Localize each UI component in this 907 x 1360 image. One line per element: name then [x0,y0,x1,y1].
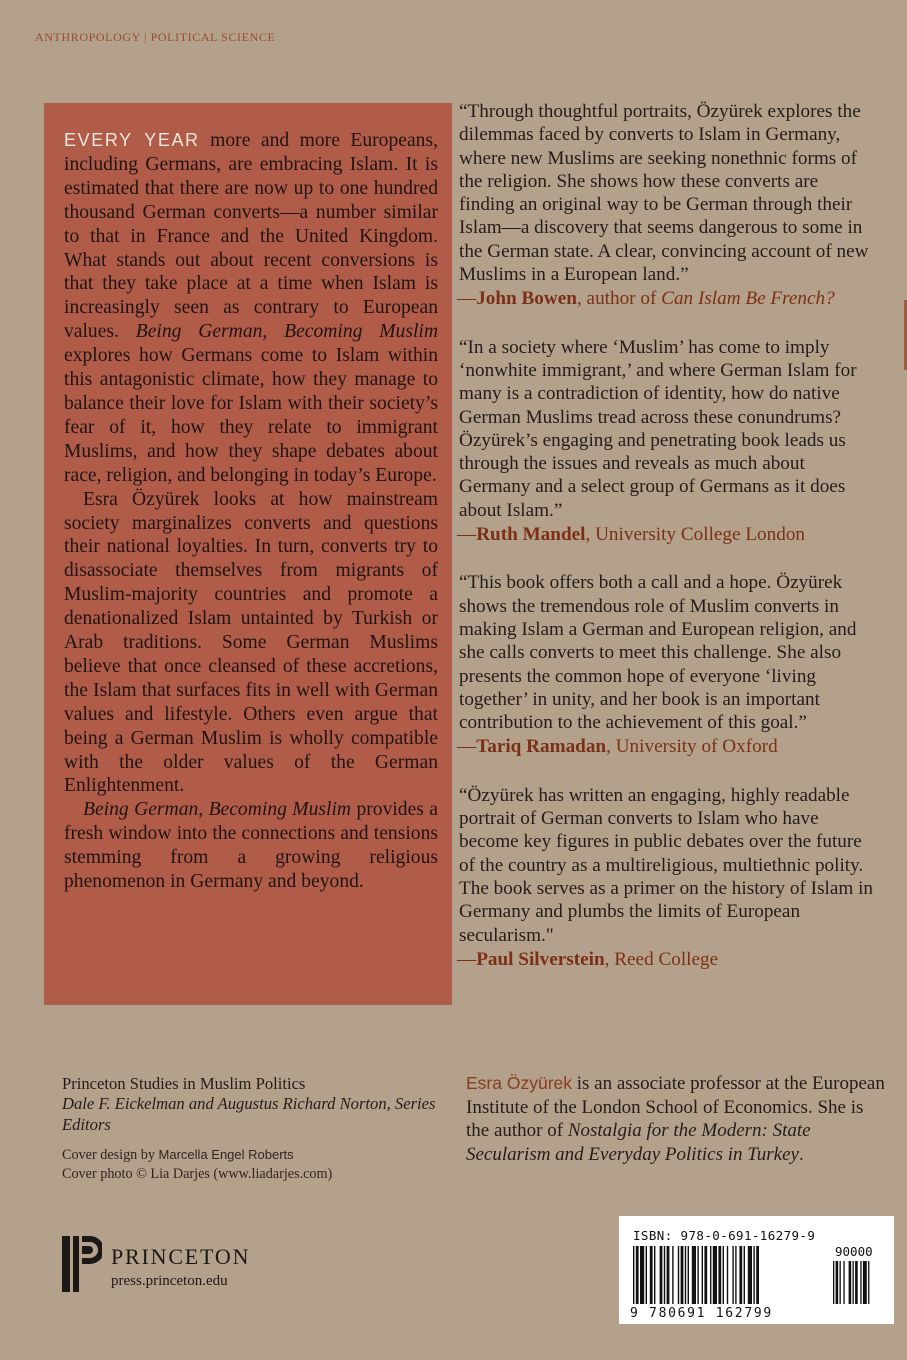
endorser-name: Tariq Ramadan [476,736,607,758]
lead-in: EVERY YEAR [64,130,200,150]
endorsements [457,100,877,996]
endorser-affiliation: , University College London [585,524,806,546]
description-text-1a: more and more Europeans, including Germans, are embracing Islam. It is estimated that there are now up to one hundred thousand German converts—a number similar to that in France and the United Kingdom. What stands out about recent conversions is that they take place at a time when Islam is increasingly seen as contrary to European values. [64,130,438,343]
author-bio [466,1072,886,1166]
ean-digits: 9 780691 162799 [630,1306,773,1321]
endorsement [457,571,877,758]
attribution-dash: — [457,524,477,546]
author-bio-text-b: . [798,1143,804,1165]
attribution-dash: — [457,736,477,758]
author-book-title: Nostalgia for the Modern: State Secularism and Everyday Politics in Turkey [466,1120,811,1165]
princeton-p-logo-icon [62,1236,102,1292]
description-panel [44,103,452,1005]
book-title-inline: Being German, Becoming Muslim [135,321,438,343]
endorser-affiliation: , Reed College [604,948,719,970]
endorsement-attribution [457,948,877,971]
author-name: Esra Özyürek [466,1073,572,1093]
endorser-name: Paul Silverstein [476,948,605,970]
endorsement-attribution [457,523,877,546]
endorser-affiliation: , author of [576,288,662,310]
cover-credits [62,1146,332,1183]
endorsement [457,336,877,547]
endorsement [457,784,877,971]
endorsement [457,100,877,311]
publisher-name: PRINCETON [111,1244,251,1269]
isbn-number: ISBN: 978-0-691-16279-9 [633,1228,816,1243]
price-code: 90000 [835,1244,873,1259]
endorsement-text: “In a society where ‘Muslim’ has come to imply ‘nonwhite immigrant,’ and where German Islam for many is a contradiction of identity, how do native German Muslims tread across these conundrums? Özyürek’s engaging and penetrating book leads us through the issues and reveals as much about Germany and a select group of Germans as it does about Islam.” [459,336,857,521]
attribution-dash: — [457,948,477,970]
book-title-inline: Being German, Becoming Muslim [83,799,352,821]
endorser-book: Can Islam Be French? [661,288,835,310]
publisher-url[interactable]: press.princeton.edu [111,1273,228,1289]
endorser-name: John Bowen [476,288,577,310]
endorser-name: Ruth Mandel [476,524,586,546]
publisher-logo [62,1236,302,1296]
category-label: ANTHROPOLOGY | POLITICAL SCIENCE [35,30,276,44]
description-paragraph-2: Esra Özyürek looks at how mainstream society marginalizes converts and questions their national loyalties. In turn, converts try to disassociate themselves from migrants of Muslim-majority countries and promote a denationalized Islam untainted by Turkish or Arab traditions. Some German Muslims believe that once cleansed of these accretions, the Islam that surfaces fits in well with German values and lifestyle. Others even argue that being a German Muslim is wholly compatible with the older values of the German Enlightenment. [64,488,438,797]
description-text-3: provides a fresh window into the connections and tensions stemming from a growing religious phenomenon in Germany and beyond. [64,799,438,893]
endorsement-attribution [457,735,877,758]
designer-name: Marcella Engel Roberts [158,1147,294,1162]
description-paragraph-3 [64,798,438,894]
author-bio-text-a: is an associate professor at the European Institute of the London School of Economics. She is the author of [466,1073,885,1142]
endorsement-text: “Through thoughtful portraits, Özyürek explores the dilemmas faced by converts to Islam in Germany, where new Muslims are seeking nonethnic forms of the religion. She shows how these converts are finding an original way to be German through their Islam—a discovery that seems dangerous to some in the German state. A clear, convincing account of new Muslims in a European land.” [459,101,869,286]
attribution-dash: — [457,288,477,310]
endorser-affiliation: , University of Oxford [606,736,778,758]
series-editors: Dale F. Eickelman and Augustus Richard Norton, Series Editors [62,1094,436,1134]
endorsement-attribution [457,287,877,310]
description-text-1b: explores how Germans come to Islam within this antagonistic climate, how they manage to balance their love for Islam with their society’s fear of it, how they relate to immigrant Muslims, and how they shape debates about race, religion, and belonging in today’s Europe. [64,345,438,486]
design-credit-prefix: Cover design by [62,1147,159,1163]
endorsement-text: “This book offers both a call and a hope. Özyürek shows the tremendous role of Muslim converts in making Islam a German and European religion, and she calls converts to meet this challenge. She also presents the common hope of everyone ‘living together’ in unity, and her book is an important contribution to the achievement of this goal.” [459,572,857,734]
description-paragraph-1 [64,129,438,488]
series-info [62,1074,452,1135]
isbn-barcode [619,1216,894,1324]
design-credit [62,1146,332,1165]
endorsement-text: “Özyürek has written an engaging, highly readable portrait of German converts to Islam who have become key figures in public debates over the future of the country as a multireligious, multiethnic polity. The book serves as a primer on the history of Islam in Germany and plumbs the limits of European secularism." [459,784,874,946]
photo-credit: Cover photo © Lia Darjes (www.liadarjes.com) [62,1165,333,1182]
series-title: Princeton Studies in Muslim Politics [62,1074,306,1093]
